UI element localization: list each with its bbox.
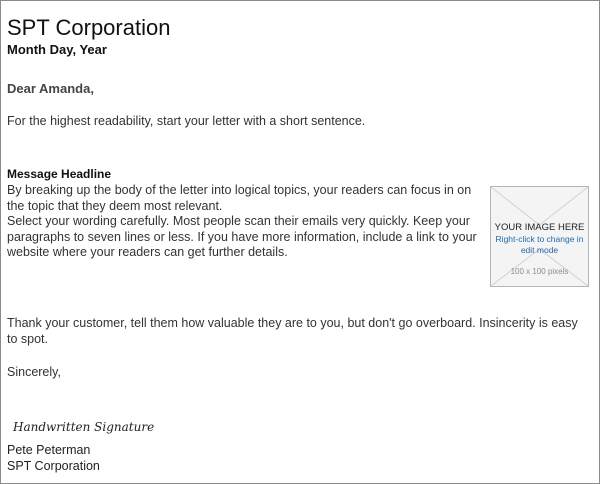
signer-company: SPT Corporation bbox=[7, 459, 100, 473]
intro-sentence: For the highest readability, start your letter with a short sentence. bbox=[7, 114, 366, 128]
message-headline: Message Headline bbox=[7, 167, 112, 181]
handwritten-signature: Handwritten Signature bbox=[13, 420, 155, 434]
salutation: Dear Amanda, bbox=[7, 81, 94, 96]
image-placeholder-title: YOUR IMAGE HERE bbox=[494, 222, 585, 233]
closing: Sincerely, bbox=[7, 365, 61, 379]
company-name: SPT Corporation bbox=[7, 15, 171, 40]
thanks-paragraph: Thank your customer, tell them how valuable they are to you, but don't go overboard. Insincerity is easy to spot. bbox=[7, 316, 578, 346]
image-placeholder-hint: Right-click to change in edit mode bbox=[495, 234, 584, 255]
signer-name: Pete Peterman bbox=[7, 443, 91, 457]
body-paragraph: Select your wording carefully. Most people scan their emails very quickly. Keep your paragraphs to seven lines or less. If you have more information, include a link to your website where your readers can get further details. bbox=[7, 214, 477, 259]
message-body bbox=[7, 183, 485, 261]
letter-date: Month Day, Year bbox=[7, 42, 107, 57]
image-placeholder-size: 100 x 100 pixels bbox=[510, 267, 569, 276]
image-placeholder[interactable] bbox=[490, 186, 589, 287]
body-paragraph: By breaking up the body of the letter into logical topics, your readers can focus in on the topic that they deem most relevant. bbox=[7, 183, 472, 213]
